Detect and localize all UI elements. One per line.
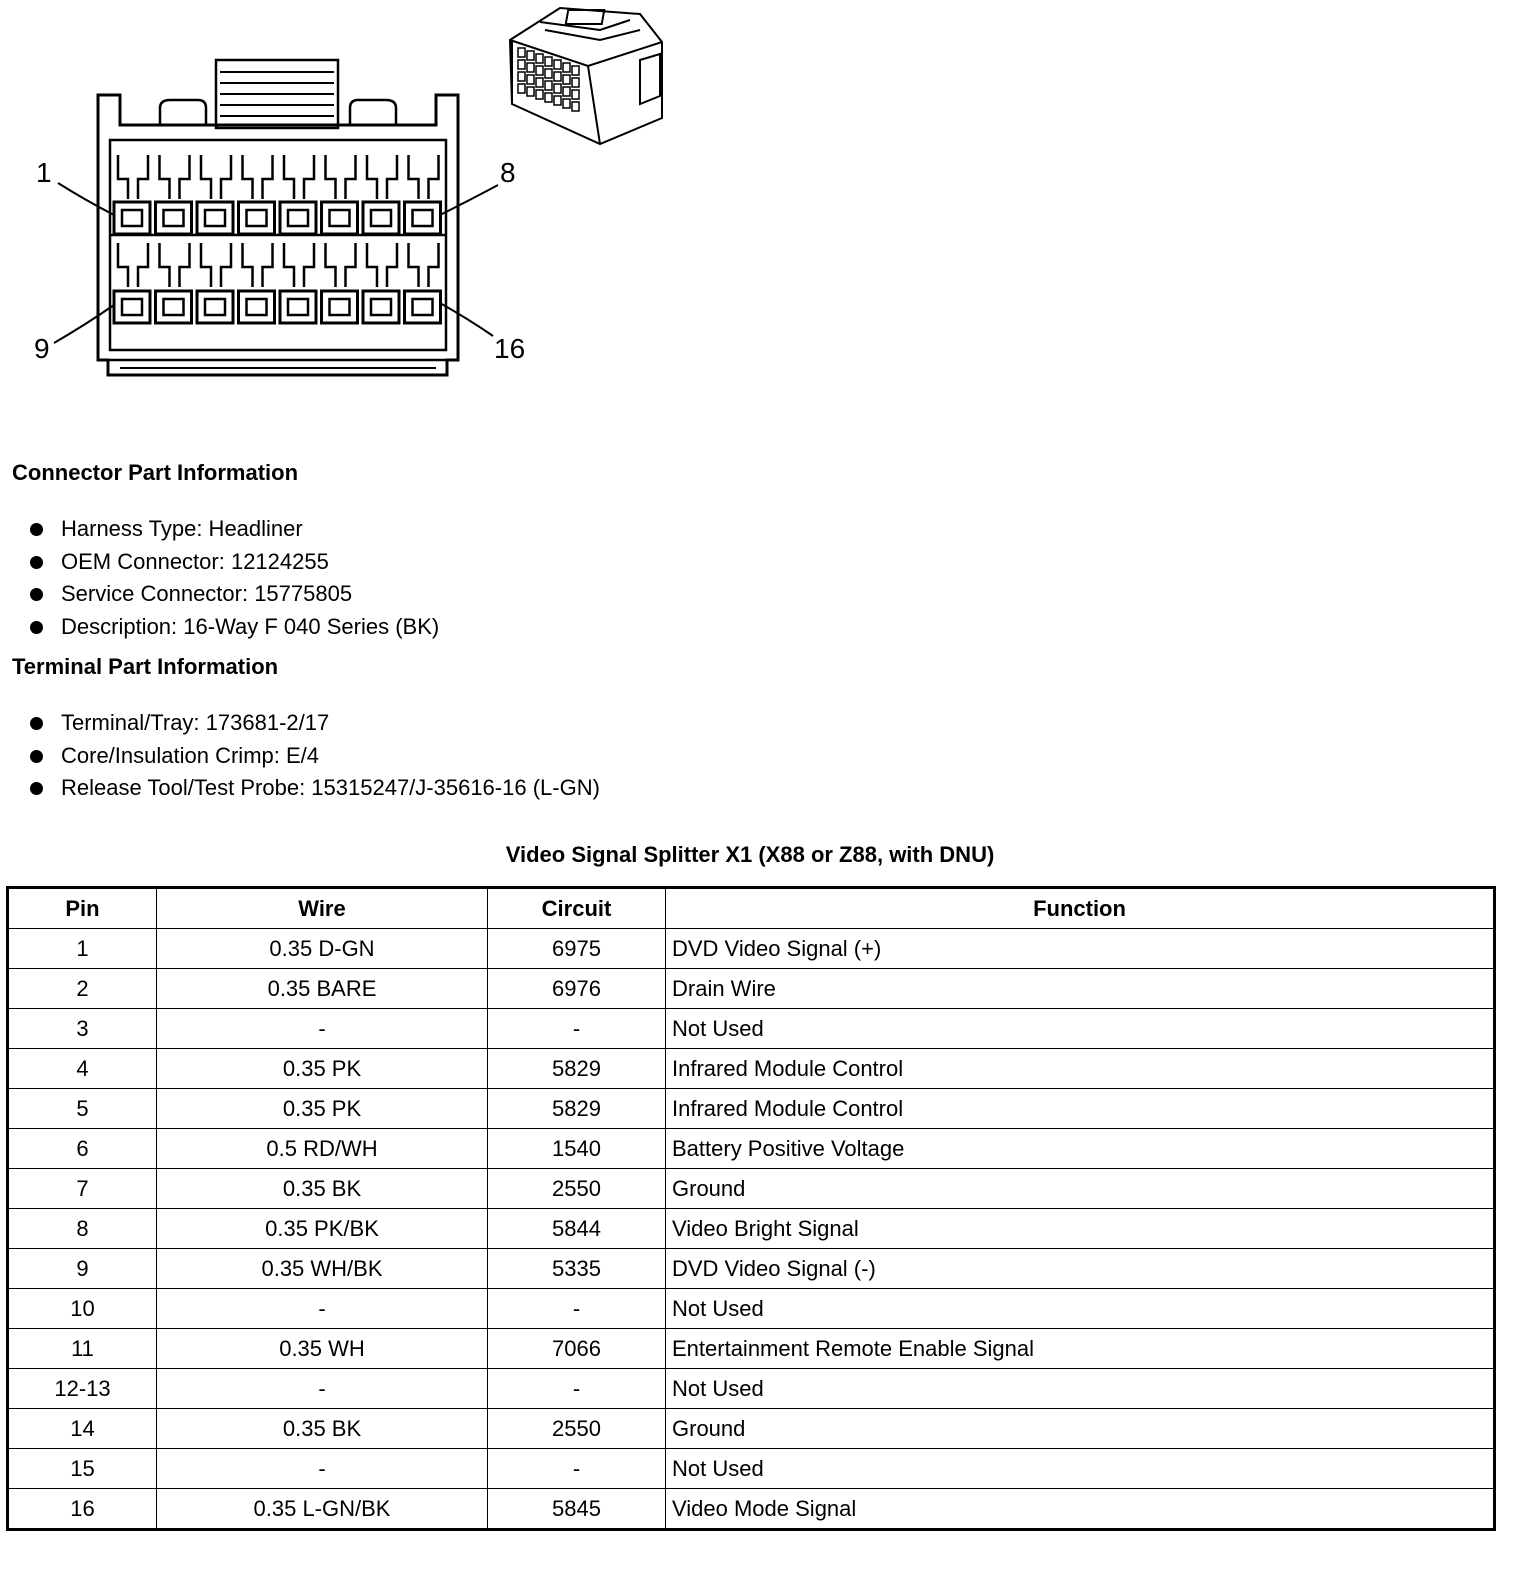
table-row	[8, 1329, 1495, 1369]
connector-isometric-view	[510, 8, 662, 144]
cell-function: Infrared Module Control	[666, 1089, 1495, 1129]
pinout-table	[6, 886, 1496, 1531]
bottom-row-cavity	[363, 291, 399, 323]
table-row	[8, 1409, 1495, 1449]
connector-info-item: OEM Connector: 12124255	[28, 546, 439, 579]
connector-info-item: Service Connector: 15775805	[28, 578, 439, 611]
top-row-cavity-latch	[367, 155, 397, 199]
cell-circuit: 2550	[488, 1409, 666, 1449]
cell-wire: -	[157, 1449, 488, 1489]
cell-pin: 7	[8, 1169, 157, 1209]
cell-function: DVD Video Signal (-)	[666, 1249, 1495, 1289]
table-title: Video Signal Splitter X1 (X88 or Z88, with DNU)	[505, 842, 995, 867]
table-row	[8, 1369, 1495, 1409]
terminal-info-item: Core/Insulation Crimp: E/4	[28, 740, 600, 773]
cell-wire: -	[157, 1289, 488, 1329]
cell-function: Video Mode Signal	[666, 1489, 1495, 1530]
table-row	[8, 1489, 1495, 1530]
cell-function: Infrared Module Control	[666, 1049, 1495, 1089]
terminal-part-info-list	[28, 707, 600, 805]
top-row-cavity	[363, 202, 399, 234]
bottom-row-cavity-latch	[409, 243, 439, 287]
cell-pin: 5	[8, 1089, 157, 1129]
cell-wire: 0.35 D-GN	[157, 929, 488, 969]
header-wire: Wire	[157, 888, 488, 929]
cell-wire: -	[157, 1009, 488, 1049]
top-row-cavity	[197, 202, 233, 234]
cell-pin: 10	[8, 1289, 157, 1329]
top-row-cavities	[114, 155, 441, 234]
bottom-row-cavity	[197, 291, 233, 323]
top-row-cavity-latch	[284, 155, 314, 199]
cell-circuit: 5845	[488, 1489, 666, 1530]
bottom-row-cavity-latch	[326, 243, 356, 287]
cell-function: Entertainment Remote Enable Signal	[666, 1329, 1495, 1369]
top-row-cavity-latch	[160, 155, 190, 199]
bottom-row-cavity-latch	[284, 243, 314, 287]
bottom-row-cavity-latch	[243, 243, 273, 287]
cell-circuit: 7066	[488, 1329, 666, 1369]
cell-pin: 14	[8, 1409, 157, 1449]
connector-part-info-list	[28, 513, 439, 643]
header-circuit: Circuit	[488, 888, 666, 929]
table-header-row	[8, 888, 1495, 929]
cell-pin: 2	[8, 969, 157, 1009]
bottom-row-cavity-latch	[160, 243, 190, 287]
bottom-row-cavity-latch	[118, 243, 148, 287]
top-row-cavity-latch	[326, 155, 356, 199]
cell-function: Ground	[666, 1169, 1495, 1209]
cell-circuit: 6976	[488, 969, 666, 1009]
pin-label-9: 9	[34, 333, 50, 364]
cell-function: Not Used	[666, 1009, 1495, 1049]
cell-wire: 0.5 RD/WH	[157, 1129, 488, 1169]
cell-wire: 0.35 PK	[157, 1049, 488, 1089]
cell-wire: 0.35 BK	[157, 1169, 488, 1209]
cell-circuit: -	[488, 1289, 666, 1329]
cell-function: Ground	[666, 1409, 1495, 1449]
connector-info-item: Description: 16-Way F 040 Series (BK)	[28, 611, 439, 644]
table-row	[8, 1169, 1495, 1209]
top-row-cavity	[114, 202, 150, 234]
top-row-cavity-latch	[201, 155, 231, 199]
cell-function: Battery Positive Voltage	[666, 1129, 1495, 1169]
cell-circuit: 5335	[488, 1249, 666, 1289]
cell-pin: 9	[8, 1249, 157, 1289]
cell-wire: 0.35 PK/BK	[157, 1209, 488, 1249]
header-pin: Pin	[8, 888, 157, 929]
bottom-row-cavity	[156, 291, 192, 323]
table-row	[8, 1449, 1495, 1489]
connector-part-info-title: Connector Part Information	[12, 460, 299, 485]
bottom-row-cavity-latch	[367, 243, 397, 287]
cell-function: DVD Video Signal (+)	[666, 929, 1495, 969]
cell-pin: 1	[8, 929, 157, 969]
terminal-info-item: Release Tool/Test Probe: 15315247/J-35616-16 (L-GN)	[28, 772, 600, 805]
cell-function: Not Used	[666, 1449, 1495, 1489]
table-row	[8, 1009, 1495, 1049]
cell-pin: 16	[8, 1489, 157, 1530]
table-row	[8, 929, 1495, 969]
bottom-row-cavity	[405, 291, 441, 323]
cell-pin: 4	[8, 1049, 157, 1089]
cell-circuit: -	[488, 1369, 666, 1409]
cell-circuit: -	[488, 1449, 666, 1489]
cell-wire: 0.35 WH/BK	[157, 1249, 488, 1289]
bottom-row-cavity	[322, 291, 358, 323]
cell-wire: 0.35 PK	[157, 1089, 488, 1129]
table-row	[8, 1249, 1495, 1289]
top-row-cavity	[322, 202, 358, 234]
bottom-row-cavities	[114, 243, 441, 323]
table-row	[8, 969, 1495, 1009]
table-row	[8, 1049, 1495, 1089]
cell-pin: 11	[8, 1329, 157, 1369]
cell-circuit: 1540	[488, 1129, 666, 1169]
top-row-cavity	[239, 202, 275, 234]
top-row-cavity	[156, 202, 192, 234]
bottom-row-cavity	[239, 291, 275, 323]
connector-info-item: Harness Type: Headliner	[28, 513, 439, 546]
top-row-cavity	[280, 202, 316, 234]
terminal-info-item: Terminal/Tray: 173681-2/17	[28, 707, 600, 740]
cell-function: Drain Wire	[666, 969, 1495, 1009]
top-row-cavity-latch	[409, 155, 439, 199]
cell-circuit: -	[488, 1009, 666, 1049]
pin-label-1: 1	[36, 157, 52, 188]
cell-function: Video Bright Signal	[666, 1209, 1495, 1249]
cell-wire: 0.35 WH	[157, 1329, 488, 1369]
cell-circuit: 5829	[488, 1089, 666, 1129]
cell-circuit: 2550	[488, 1169, 666, 1209]
cell-pin: 8	[8, 1209, 157, 1249]
pin-label-8: 8	[500, 157, 516, 188]
terminal-part-info-title: Terminal Part Information	[12, 654, 279, 679]
cell-circuit: 5829	[488, 1049, 666, 1089]
pin-label-16: 16	[494, 333, 526, 364]
cell-wire: 0.35 BK	[157, 1409, 488, 1449]
top-row-cavity	[405, 202, 441, 234]
cell-function: Not Used	[666, 1369, 1495, 1409]
cell-wire: 0.35 BARE	[157, 969, 488, 1009]
cell-circuit: 5844	[488, 1209, 666, 1249]
bottom-row-cavity	[114, 291, 150, 323]
cell-pin: 6	[8, 1129, 157, 1169]
table-row	[8, 1209, 1495, 1249]
bottom-row-cavity	[280, 291, 316, 323]
table-row	[8, 1089, 1495, 1129]
top-row-cavity-latch	[118, 155, 148, 199]
table-row	[8, 1289, 1495, 1329]
cell-pin: 15	[8, 1449, 157, 1489]
table-row	[8, 1129, 1495, 1169]
bottom-row-cavity-latch	[201, 243, 231, 287]
cell-pin: 12-13	[8, 1369, 157, 1409]
cell-wire: -	[157, 1369, 488, 1409]
cell-function: Not Used	[666, 1289, 1495, 1329]
cell-wire: 0.35 L-GN/BK	[157, 1489, 488, 1530]
header-function: Function	[666, 888, 1495, 929]
cell-pin: 3	[8, 1009, 157, 1049]
connector-diagram	[0, 0, 700, 400]
cell-circuit: 6975	[488, 929, 666, 969]
top-row-cavity-latch	[243, 155, 273, 199]
